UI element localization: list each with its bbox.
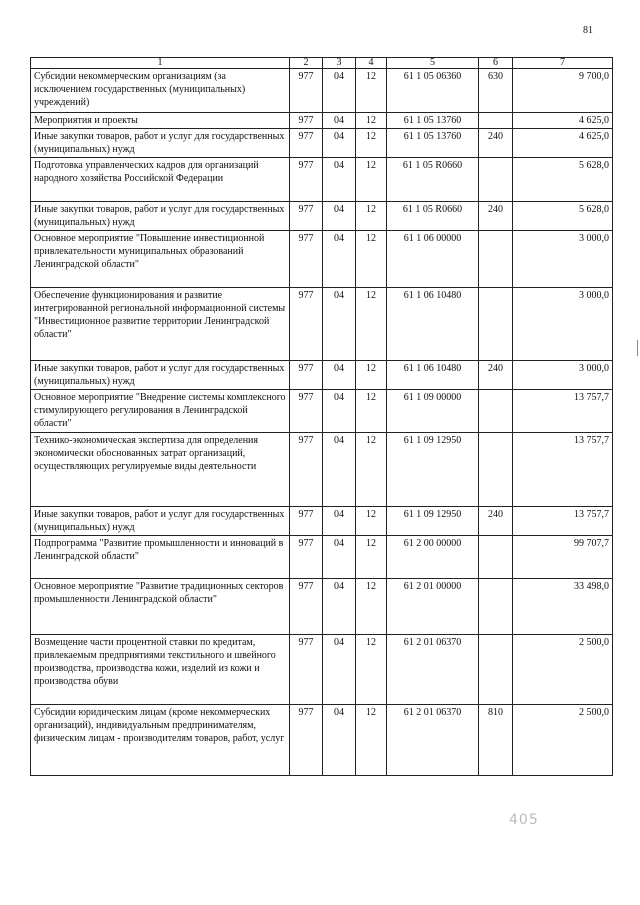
section-code: 04 [323,635,356,705]
amount: 4 625,0 [513,113,613,129]
subsection-code: 12 [356,69,387,113]
amount: 33 498,0 [513,579,613,635]
subsection-code: 12 [356,507,387,536]
subsection-code: 12 [356,202,387,231]
section-code: 04 [323,507,356,536]
budget-table [30,57,613,776]
table-row [31,129,613,158]
section-code: 04 [323,536,356,579]
table-row [31,390,613,433]
ved-code: 977 [290,113,323,129]
amount: 2 500,0 [513,705,613,776]
row-name: Субсидии некоммерческим организациям (за исключением государственных (муниципальных) учреждений) [31,69,290,113]
ved-code: 977 [290,635,323,705]
row-name: Подготовка управленческих кадров для организаций народного хозяйства Российской Федерации [31,158,290,202]
target-article-code: 61 2 00 00000 [387,536,479,579]
section-code: 04 [323,705,356,776]
header-cell: 7 [513,58,613,69]
section-code: 04 [323,69,356,113]
target-article-code: 61 1 06 10480 [387,288,479,361]
table-row [31,69,613,113]
target-article-code: 61 1 05 06360 [387,69,479,113]
table-row [31,433,613,507]
row-name: Иные закупки товаров, работ и услуг для государственных (муниципальных) нужд [31,361,290,390]
subsection-code: 12 [356,158,387,202]
row-name: Основное мероприятие "Внедрение системы комплексного стимулирующего регулирования в Ленинградской области" [31,390,290,433]
expense-type-code: 810 [479,705,513,776]
row-name: Мероприятия и проекты [31,113,290,129]
table-row [31,705,613,776]
scan-edge-mark [637,340,638,356]
subsection-code: 12 [356,113,387,129]
expense-type-code [479,433,513,507]
ved-code: 977 [290,202,323,231]
target-article-code: 61 1 06 10480 [387,361,479,390]
expense-type-code [479,113,513,129]
section-code: 04 [323,579,356,635]
table-row [31,507,613,536]
section-code: 04 [323,158,356,202]
amount: 99 707,7 [513,536,613,579]
ved-code: 977 [290,69,323,113]
subsection-code: 12 [356,231,387,288]
handwritten-page-number: 405 [509,812,539,828]
table-row [31,361,613,390]
header-cell: 3 [323,58,356,69]
target-article-code: 61 1 05 R0660 [387,202,479,231]
amount: 3 000,0 [513,288,613,361]
row-name: Иные закупки товаров, работ и услуг для государственных (муниципальных) нужд [31,202,290,231]
row-name: Обеспечение функционирования и развитие интегрированной региональной информационной системы "Инвестиционное развитие территории Ленинградской области" [31,288,290,361]
header-cell: 2 [290,58,323,69]
amount: 4 625,0 [513,129,613,158]
amount: 5 628,0 [513,158,613,202]
amount: 9 700,0 [513,69,613,113]
amount: 13 757,7 [513,433,613,507]
expense-type-code: 240 [479,202,513,231]
ved-code: 977 [290,507,323,536]
header-cell: 5 [387,58,479,69]
amount: 13 757,7 [513,390,613,433]
expense-type-code [479,579,513,635]
table-row [31,158,613,202]
row-name: Субсидии юридическим лицам (кроме некоммерческих организаций), индивидуальным предпринимателям, физическим лицам - производителям товаров, работ, услуг [31,705,290,776]
table-row [31,202,613,231]
ved-code: 977 [290,158,323,202]
header-row [31,58,613,69]
ved-code: 977 [290,433,323,507]
target-article-code: 61 1 05 R0660 [387,158,479,202]
target-article-code: 61 1 05 13760 [387,113,479,129]
section-code: 04 [323,202,356,231]
ved-code: 977 [290,361,323,390]
row-name: Основное мероприятие "Повышение инвестиционной привлекательности муниципальных образований Ленинградской области" [31,231,290,288]
subsection-code: 12 [356,361,387,390]
amount: 5 628,0 [513,202,613,231]
target-article-code: 61 1 05 13760 [387,129,479,158]
ved-code: 977 [290,705,323,776]
row-name: Подпрограмма "Развитие промышленности и инноваций в Ленинградской области" [31,536,290,579]
table-row [31,113,613,129]
header-cell: 1 [31,58,290,69]
table-row [31,635,613,705]
section-code: 04 [323,231,356,288]
expense-type-code [479,635,513,705]
section-code: 04 [323,113,356,129]
section-code: 04 [323,129,356,158]
amount: 3 000,0 [513,361,613,390]
amount: 3 000,0 [513,231,613,288]
row-name: Иные закупки товаров, работ и услуг для государственных (муниципальных) нужд [31,507,290,536]
expense-type-code [479,288,513,361]
subsection-code: 12 [356,536,387,579]
ved-code: 977 [290,129,323,158]
expense-type-code: 630 [479,69,513,113]
target-article-code: 61 1 09 12950 [387,433,479,507]
section-code: 04 [323,288,356,361]
subsection-code: 12 [356,635,387,705]
target-article-code: 61 2 01 00000 [387,579,479,635]
ved-code: 977 [290,579,323,635]
header-cell: 6 [479,58,513,69]
subsection-code: 12 [356,288,387,361]
row-name: Технико-экономическая экспертиза для определения экономически обоснованных затрат организаций, осуществляющих регулируемые виды деятельности [31,433,290,507]
target-article-code: 61 1 06 00000 [387,231,479,288]
ved-code: 977 [290,536,323,579]
row-name: Иные закупки товаров, работ и услуг для государственных (муниципальных) нужд [31,129,290,158]
expense-type-code: 240 [479,507,513,536]
ved-code: 977 [290,390,323,433]
amount: 13 757,7 [513,507,613,536]
subsection-code: 12 [356,433,387,507]
page-number: 81 [583,25,593,36]
expense-type-code: 240 [479,129,513,158]
table-row [31,536,613,579]
subsection-code: 12 [356,390,387,433]
subsection-code: 12 [356,129,387,158]
expense-type-code [479,536,513,579]
ved-code: 977 [290,288,323,361]
section-code: 04 [323,433,356,507]
table-row [31,231,613,288]
amount: 2 500,0 [513,635,613,705]
row-name: Основное мероприятие "Развитие традиционных секторов промышленности Ленинградской области" [31,579,290,635]
target-article-code: 61 1 09 12950 [387,507,479,536]
table-row [31,288,613,361]
table-row [31,579,613,635]
ved-code: 977 [290,231,323,288]
section-code: 04 [323,361,356,390]
row-name: Возмещение части процентной ставки по кредитам, привлекаемым предприятиями текстильного и швейного производства, производства кожи, изделий из кожи и производства обуви [31,635,290,705]
expense-type-code [479,390,513,433]
expense-type-code: 240 [479,361,513,390]
target-article-code: 61 2 01 06370 [387,635,479,705]
subsection-code: 12 [356,579,387,635]
target-article-code: 61 2 01 06370 [387,705,479,776]
section-code: 04 [323,390,356,433]
target-article-code: 61 1 09 00000 [387,390,479,433]
expense-type-code [479,158,513,202]
expense-type-code [479,231,513,288]
subsection-code: 12 [356,705,387,776]
header-cell: 4 [356,58,387,69]
